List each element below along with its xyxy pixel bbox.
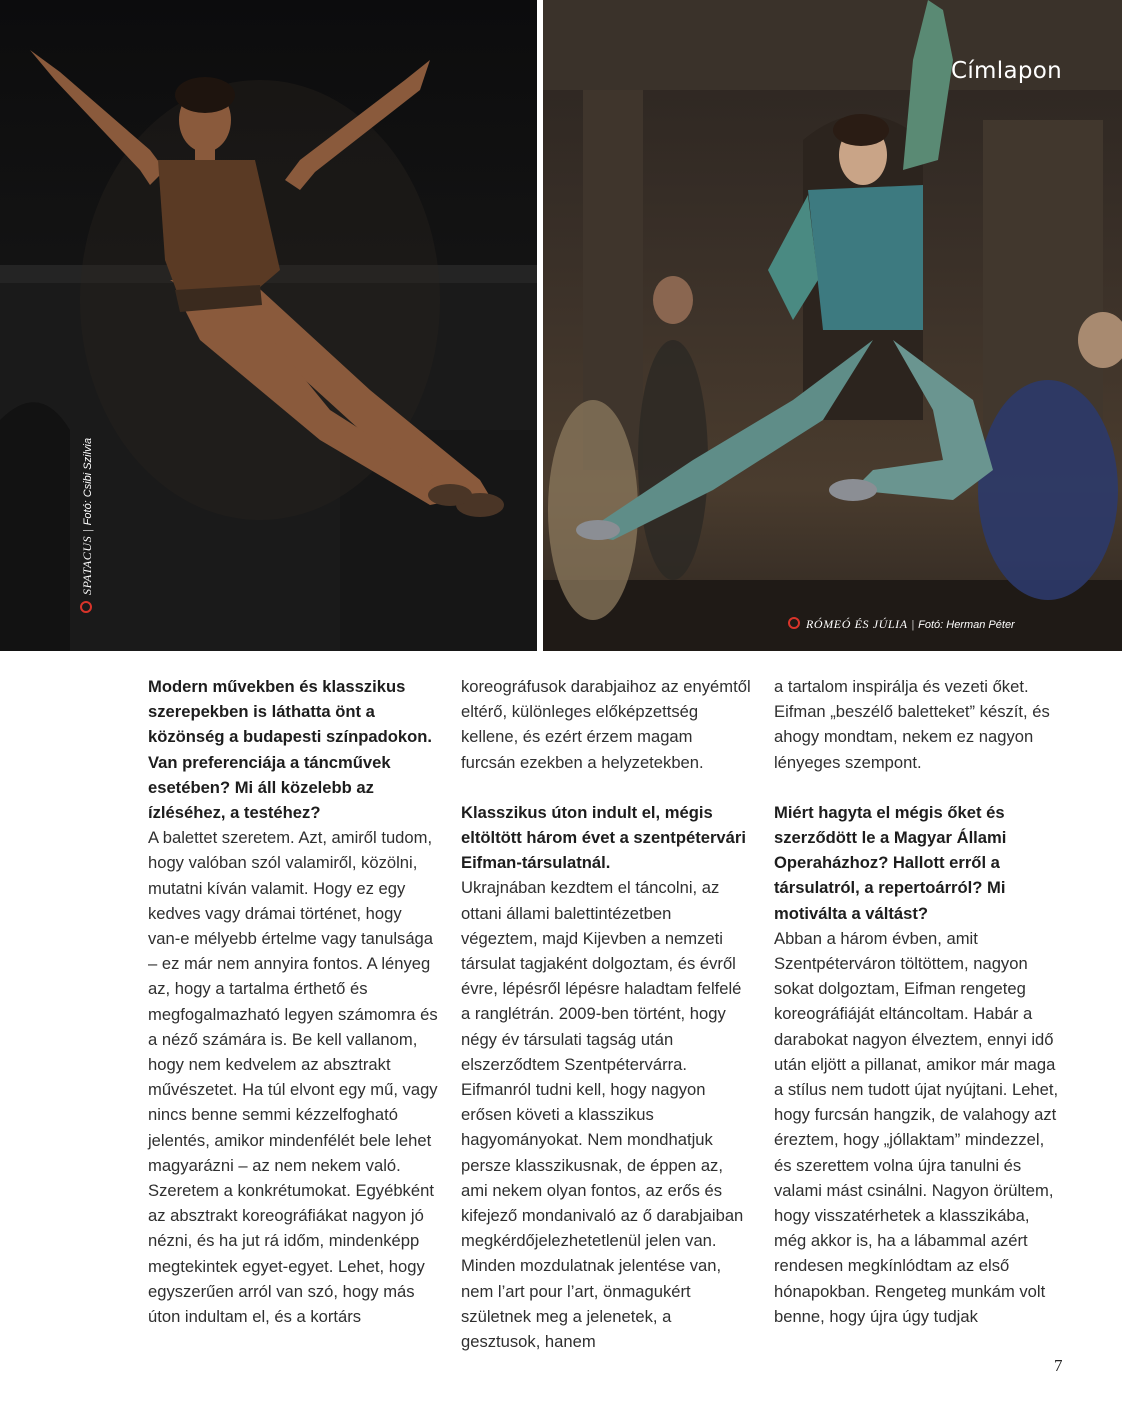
photo-romeo-juliet-illustration <box>543 0 1122 651</box>
text-column-3 <box>774 674 1064 1329</box>
paragraph-spacer <box>774 775 1064 800</box>
interview-question: Klasszikus úton indult el, mégis eltöltött három évet a szentpétervári Eifman-társulatnál. <box>461 802 746 873</box>
photo-caption-spartacus <box>80 438 95 613</box>
photo-caption-romeo-juliet <box>788 617 1015 632</box>
interview-answer: a tartalom inspirálja és vezeti őket. Eifman „beszélő baletteket” készít, és ahogy mondtam, nekem ez nagyon lényeges szempont. <box>774 677 1050 772</box>
caption-title: RÓMEÓ ÉS JÚLIA <box>806 617 908 631</box>
interview-answer: Abban a három évben, amit Szentpéterváron töltöttem, nagyon sokat dolgoztam, Eifman rengeteg koreográfiáját eltáncoltam. Habár a darabokat nagyon élveztem, ennyi idő után eljött a pillanat, amikor már maga a stílus nem tudott újat nyújtani. Lehet, hogy furcsán hangzik, de valahogy azt éreztem, hogy „jóllaktam” mindezzel, és szerettem volna újra tanulni és valami mást csinálni. Nagyon örültem, hogy visszatérhetek a klasszikába, még akkor is, ha a lábammal azért rendesen megkínlódtam az első hónapokban. Rengeteg munkám volt benne, hogy újra úgy tudjak <box>774 928 1059 1326</box>
caption-credit: Fotó: Herman Péter <box>918 619 1015 631</box>
text-column-1 <box>148 674 438 1329</box>
interview-answer: A balettet szeretem. Azt, amiről tudom, hogy valóban szól valamiről, közölni, mutatni kíván valamit. Hogy ez egy kedves vagy drámai történet, hogy van-e mélyebb értelme vagy tanulsága – ez már nem annyira fontos. A lényeg az, hogy a tartalma érthető és megfogalmazható legyen számomra és a néző számára is. Be kell vallanom, hogy nem kedvelem az absztrakt művészetet. Ha túl elvont egy mű, vagy nincs benne semmi kézzelfogható jelentés, amikor mindenfélét bele lehet magyarázni – az nem nekem való. Szeretem a konkrétumokat. Egyébként az absztrakt koreográfiákat nagyon jó nézni, és ha jut rá időm, mindenképp megtekintek egyet-egyet. Lehet, hogy egyszerűen arról van szó, hogy más úton indultam el, és a kortárs <box>148 828 438 1327</box>
caption-separator: | <box>911 617 915 631</box>
caption-credit: Fotó: Csibi Szilvia <box>82 437 94 526</box>
caption-title: SPATACUS <box>80 535 94 595</box>
paragraph-spacer <box>461 775 751 800</box>
interview-answer: Ukrajnában kezdtem el táncolni, az ottani állami balettintézetben végeztem, majd Kijevben a nemzeti társulat tagjaként dolgoztam, és évről évre, lépésről lépésre haladtam felfelé a ranglétrán. 2009-ben történt, hogy négy év társulati tagság után elszerződtem Szentpétervárra. Eifmanról tudni kell, hogy nagyon erősen követi a klasszikus hagyományokat. Nem mondhatjuk persze klasszikusnak, de éppen az, ami nekem olyan fontos, az erős és kifejező mondanivaló az ő darabjaiban megkérdőjelezhetetlenül jelen van. Minden mozdulatnak jelentése van, nem l’art pour l’art, önmagukért születnek meg a jelenetek, a gesztusok, hanem <box>461 878 744 1352</box>
section-label: Címlapon <box>951 58 1062 84</box>
caption-separator: | <box>80 529 94 532</box>
text-column-2 <box>461 674 751 1354</box>
photo-romeo-juliet <box>543 0 1122 651</box>
interview-question: Modern művekben és klasszikus szerepekben is láthatta önt a közönség a budapesti színpadokon. Van preferenciája a táncművek esetében? Mi áll közelebb az ízléséhez, a testéhez? <box>148 677 432 823</box>
photo-spartacus <box>0 0 537 651</box>
interview-answer: koreográfusok darabjaihoz az enyémtől eltérő, különleges előképzettség kellene, és ezért érzem magam furcsán ezekben a helyzetekben. <box>461 677 751 772</box>
page-number: 7 <box>1054 1356 1063 1375</box>
caption-bullet-icon <box>80 601 92 613</box>
caption-bullet-icon <box>788 617 800 629</box>
interview-question: Miért hagyta el mégis őket és szerződött le a Magyar Állami Operaházhoz? Hallott erről a társulatról, a repertoárról? Mi motiválta a váltást? <box>774 802 1007 923</box>
